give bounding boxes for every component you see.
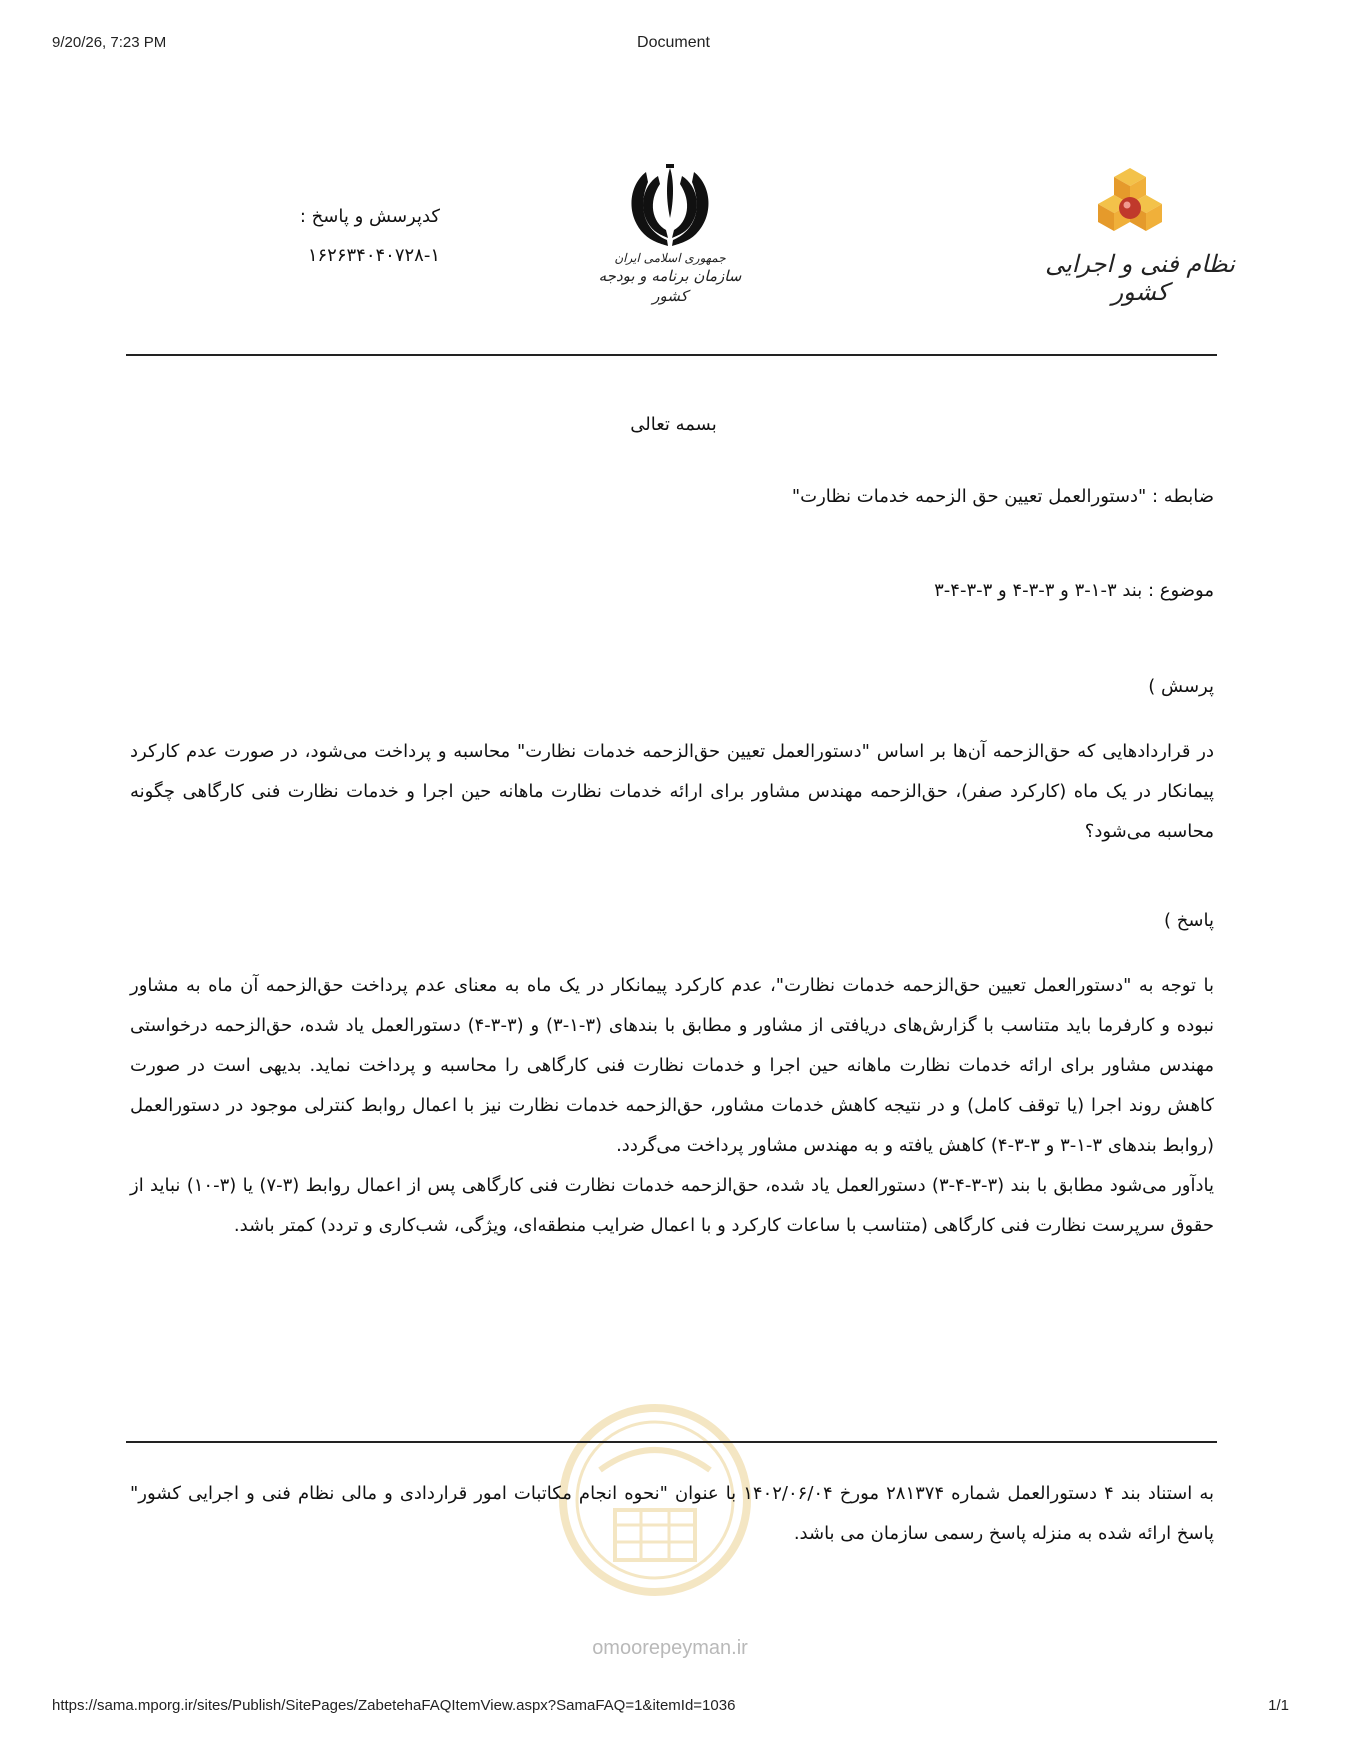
subject-line: موضوع : بند ۳-۱-۳ و ۳-۳-۴ و ۳-۳-۴-۳ (934, 580, 1214, 601)
question-heading: پرسش ) (1148, 676, 1214, 697)
watermark-site: omoorepeyman.ir (592, 1637, 748, 1659)
iran-emblem-icon (620, 160, 720, 260)
zabete-line: ضابطه : "دستورالعمل تعیین حق الزحمه خدمات نظارت" (791, 486, 1214, 507)
answer-heading: پاسخ ) (1164, 910, 1214, 931)
print-datetime: 9/20/26, 7:23 PM (52, 34, 167, 51)
footer-divider (126, 1441, 1217, 1443)
print-page-number: 1/1 (1268, 1697, 1289, 1714)
print-url: https://sama.mporg.ir/sites/Publish/SitePages/ZabetehaFAQItemView.aspx?SamaFAQ=1&itemId=1036 (52, 1697, 736, 1714)
org-logo-text: نظام فنی و اجرایی کشور (1045, 250, 1235, 306)
emblem-line-1: جمهوری اسلامی ایران (614, 251, 726, 265)
emblem-caption (580, 250, 760, 307)
footer-note: به استناد بند ۴ دستورالعمل شماره ۲۸۱۳۷۴ مورخ ۱۴۰۲/۰۶/۰۴ با عنوان "نحوه انجام مکاتبات امور قراردادی و مالی نظام فنی و اجرایی کشور" پاسخ ارائه شده به منزله پاسخ رسمی سازمان می باشد. (130, 1483, 1214, 1544)
answer-paragraph-1: با توجه به "دستورالعمل تعیین حق‌الزحمه خدمات نظارت"، عدم کارکرد پیمانکار در یک ماه به معنای عدم پرداخت حق‌الزحمه آن ماه به مشاور نبوده و کارفرما باید متناسب با گزارش‌های دریافتی از مشاور و مطابق با بندهای (۳-۱-۳) و (۳-۳-۴) دستورالعمل یاد شده، حق‌الزحمه درخواستی مهندس مشاور برای ارائه خدمات نظارت ماهانه حین اجرا و خدمات نظارت فنی کارگاهی را محاسبه و پرداخت نماید. بدیهی است در صورت کاهش روند اجرا (یا توقف کامل) و در نتیجه کاهش خدمات مشاور، حق‌الزحمه خدمات نظارت نیز با اعمال روابط کنترلی موجود در دستورالعمل (روابط بندهای ۳-۱-۳ و ۳-۳-۴) کاهش یافته و به مهندس مشاور پرداخت می‌گردد. (130, 975, 1214, 1156)
question-text: در قراردادهایی که حق‌الزحمه آن‌ها بر اساس "دستورالعمل تعیین حق‌الزحمه خدمات نظارت" محاسبه و پرداخت می‌شود، در صورت عدم کارکرد پیمانکار در یک ماه (کارکرد صفر)، حق‌الزحمه مهندس مشاور برای ارائه خدمات نظارت ماهانه حین اجرا و خدمات نظارت فنی کارگاهی چگونه محاسبه می‌شود؟ (130, 741, 1214, 842)
header-divider (126, 354, 1217, 356)
qa-code-label: کدپرسش و پاسخ : (299, 206, 440, 227)
emblem-line-2: سازمان برنامه و بودجه کشور (598, 267, 742, 306)
print-title: Document (637, 34, 710, 51)
qa-code-value: ۱۶۲۶۳۴۰۴۰۷۲۸-۱ (307, 245, 440, 266)
basmala: بسمه تعالی (630, 414, 717, 435)
answer-paragraph-2: یادآور می‌شود مطابق با بند (۳-۳-۴-۳) دستورالعمل یاد شده، حق‌الزحمه خدمات نظارت فنی کارگاهی پس از اعمال روابط (۳-۷) یا (۳-۱۰) نباید از حقوق سرپرست نظارت فنی کارگاهی (متناسب با ساعات کارکرد و با اعمال ضرایب منطقه‌ای، ویژگی، شب‌کاری و تردد) کمتر باشد. (130, 1175, 1215, 1236)
